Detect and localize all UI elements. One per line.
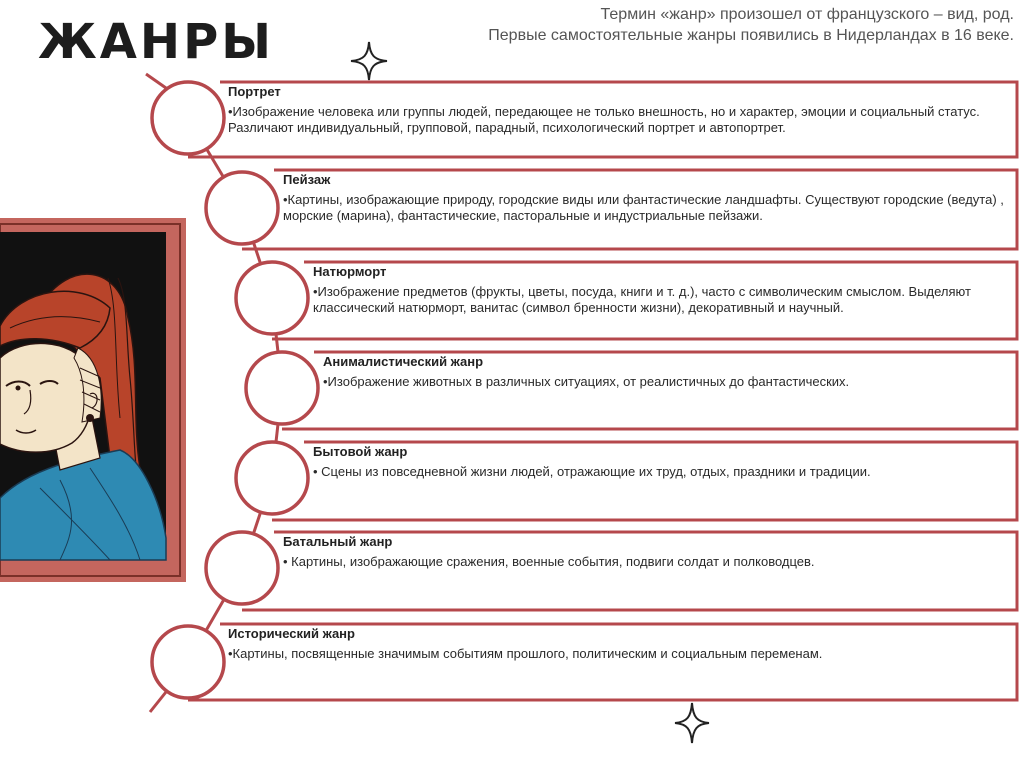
genre-circle [236,262,308,334]
genre-description: •Картины, посвященные значимым событиям прошлого, политическим и социальным переменам. [228,646,823,661]
genre-circle [206,172,278,244]
slide-title: ЖАНРЫ [38,14,274,70]
genre-name: Батальный жанр [283,534,393,549]
genre-circle [152,626,224,698]
genre-card-historical [228,626,1005,662]
genre-description: • Картины, изображающие сражения, военные события, подвиги солдат и полководцев. [283,554,815,569]
genre-circle [206,532,278,604]
intro-line-2: Первые самостоятельные жанры появились в Нидерландах в 16 веке. [488,27,1014,44]
genre-card-everyday [313,444,1005,480]
genre-description: •Картины, изображающие природу, городские виды или фантастические ландшафты. Существуют городские (ведута) , морские (марина), фантастические, пасторальные и индустриальные пейзажи. [283,192,1004,223]
intro-line-1: Термин «жанр» произошел от французского – вид, род. [600,6,1014,23]
genre-description: •Изображение животных в различных ситуациях, от реалистичных до фантастических. [323,374,850,389]
genre-card-animal [323,354,1005,390]
timeline-connector [150,692,166,712]
genre-circle [152,82,224,154]
timeline-connector [253,242,260,264]
genre-description: •Изображение человека или группы людей, передающее не только внешность, но и характер, эмоции и социальный статус. Различают индивидуальный, групповой, парадный, психологический портрет и автопортрет. [228,104,980,135]
timeline-connector [206,599,224,631]
genre-name: Портрет [228,84,281,99]
timeline-connector [276,334,278,352]
genre-circle [236,442,308,514]
timeline-connector [207,149,224,177]
genre-card-battle [283,534,1005,570]
genre-description: •Изображение предметов (фрукты, цветы, посуда, книги и т. д.), часто с символическим смыслом. Выделяют классический натюрморт, ванитас (символ бренности жизни), декоративный и научный. [313,284,971,315]
timeline-connector [253,512,260,534]
genre-description: • Сцены из повседневной жизни людей, отражающие их труд, отдых, праздники и традиции. [313,464,871,479]
genre-card-still-life [313,264,1005,316]
timeline-connector [146,74,166,88]
genre-card-portrait [228,84,1005,136]
genre-name: Анималистический жанр [323,354,484,369]
genre-name: Исторический жанр [228,626,355,641]
timeline-connector [276,424,278,442]
genre-name: Пейзаж [283,172,331,187]
genre-circle [246,352,318,424]
genre-card-landscape [283,172,1005,224]
genre-name: Бытовой жанр [313,444,408,459]
genre-name: Натюрморт [313,264,387,279]
